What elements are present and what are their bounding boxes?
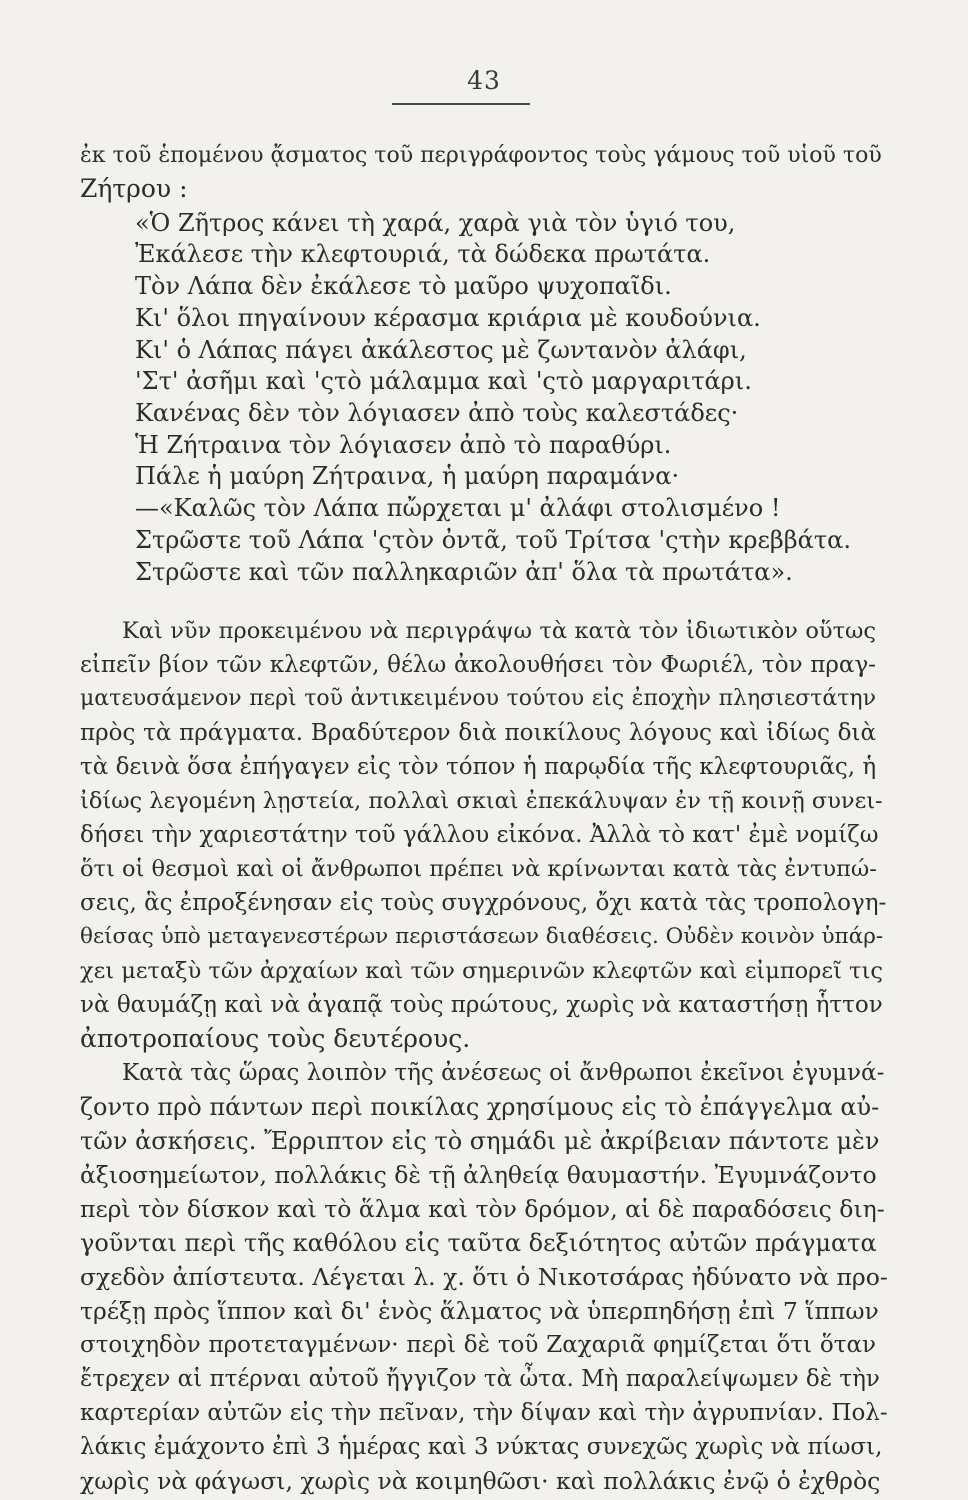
paragraph-line: σεις, ἃς ἐπροξένησαν εἰς τοὺς συγχρόνους, ὄχι κατὰ τὰς τροπολογη-	[80, 890, 887, 916]
paragraph-line: ἔτρεχεν αἱ πτέρναι αὐτοῦ ἤγγιζον τὰ ὦτα. Μὴ παραλείψωμεν δὲ τὴν	[80, 1366, 880, 1392]
verse-line: Κι' ὁ Λάπας πάγει ἀκάλεστος μὲ ζωντανὸν ἀλάφι,	[135, 336, 747, 364]
paragraph-line: πρὸς τὰ πράγματα. Βραδύτερον διὰ ποικίλους λόγους καὶ ἰδίως διὰ	[80, 720, 876, 746]
verse-line: «Ὁ Ζῆτρος κάνει τὴ χαρά, χαρὰ γιὰ τὸν ὑγιό του,	[135, 209, 736, 237]
verse-line: Πάλε ἡ μαύρη Ζήτραινα, ἡ μαύρη παραμάνα·	[135, 462, 680, 490]
paragraph-line: ἀποτροπαίους τοὺς δευτέρους.	[80, 1024, 471, 1053]
paragraph-line: τῶν ἀσκήσεις. Ἔρριπτον εἰς τὸ σημάδι μὲ ἀκρίβειαν πάντοτε μὲν	[80, 1127, 880, 1155]
paragraph-line: ματευσάμενον περὶ τοῦ ἀντικειμένου τούτου εἰς ἐποχὴν πλησιεστάτην	[80, 686, 876, 711]
paragraph-line: τὰ δεινὰ ὅσα ἐπήγαγεν εἰς τὸν τόπον ἡ παρῳδία τῆς κλεφτουριᾶς, ἡ	[80, 754, 877, 780]
paragraph-line: σχεδὸν ἀπίστευτα. Λέγεται λ. χ. ὅτι ὁ Νικοτσάρας ἠδύνατο νὰ προ-	[80, 1263, 888, 1291]
verse-line: Στρῶστε τοῦ Λάπα 'ςτὸν ὀντᾶ, τοῦ Τρίτσα 'ςτὴν κρεββάτα.	[135, 526, 852, 554]
paragraph-line: Κατὰ τὰς ὥρας λοιπὸν τῆς ἀνέσεως οἱ ἄνθρωποι ἐκεῖνοι ἐγυμνά-	[122, 1060, 885, 1086]
paragraph-line: εἰπεῖν βίον τῶν κλεφτῶν, θέλω ἀκολουθήσει τὸν Φωριέλ, τὸν πραγ-	[80, 652, 876, 678]
paragraph-line: νὰ θαυμάζῃ καὶ νὰ ἀγαπᾷ τοὺς πρώτους, χωρὶς νὰ καταστήσῃ ἧττον	[80, 992, 883, 1018]
page-number: 43	[467, 66, 501, 95]
paragraph-line: καρτερίαν αὐτῶν εἰς τὴν πεῖναν, τὴν δίψαν καὶ τὴν ἀγρυπνίαν. Πολ-	[80, 1400, 888, 1426]
paragraph-line: ὅτι οἱ θεσμοὶ καὶ οἱ ἄνθρωποι πρέπει νὰ κρίνωνται κατὰ τὰς ἐντυπώ-	[80, 856, 877, 882]
paragraph-line: χωρὶς νὰ φάγωσι, χωρὶς νὰ κοιμηθῶσι· καὶ πολλάκις ἐνῷ ὁ ἐχθρὸς	[80, 1467, 881, 1495]
verse-line: Τὸν Λάπα δὲν ἐκάλεσε τὸ μαῦρο ψυχοπαῖδι.	[135, 272, 672, 300]
verse-line: Ἐκάλεσε τὴν κλεφτουριά, τὰ δώδεκα πρωτάτα.	[135, 240, 711, 268]
paragraph-line: ἰδίως λεγομένη λῃστεία, πολλαὶ σκιαὶ ἐπεκάλυψαν ἐν τῇ κοινῇ συνει-	[80, 788, 883, 814]
paragraph-line: τρέξῃ πρὸς ἵππον καὶ δι' ἑνὸς ἅλματος νὰ ὑπερπηδήσῃ ἐπὶ 7 ἵππων	[80, 1297, 879, 1325]
paragraph-line: δήσει τὴν χαριεστάτην τοῦ γάλλου εἰκόνα. Ἀλλὰ τὸ κατ' ἐμὲ νομίζω	[80, 822, 879, 848]
paragraph-line: περὶ τὸν δίσκον καὶ τὸ ἅλμα καὶ τὸν δρόμον, αἱ δὲ παραδόσεις διη-	[80, 1195, 885, 1223]
verse-line: 'Στ' ἀσῆμι καὶ 'ςτὸ μάλαμμα καὶ 'ςτὸ μαργαριτάρι.	[135, 367, 752, 395]
intro-line: ἐκ τοῦ ἑπομένου ᾄσματος τοῦ περιγράφοντος τοὺς γάμους τοῦ υἱοῦ τοῦ	[80, 143, 882, 168]
paragraph-line: Καὶ νῦν προκειμένου νὰ περιγράψω τὰ κατὰ τὸν ἰδιωτικὸν οὕτως	[122, 618, 876, 644]
verse-line: Στρῶστε καὶ τῶν παλληκαριῶν ἀπ' ὅλα τὰ πρωτάτα».	[135, 558, 793, 586]
verse-line: Ἡ Ζήτραινα τὸν λόγιασεν ἀπὸ τὸ παραθύρι.	[135, 431, 672, 459]
verse-line: Κανένας δὲν τὸν λόγιασεν ἀπὸ τοὺς καλεστάδες·	[135, 399, 739, 427]
intro-line: Ζήτρου :	[80, 174, 188, 203]
paragraph-line: χει μεταξὺ τῶν ἀρχαίων καὶ τῶν σημερινῶν κλεφτῶν καὶ εἰμπορεῖ τις	[80, 958, 883, 984]
paragraph-line: ζοντο πρὸ πάντων περὶ ποικίλας χρησίμους εἰς τὸ ἐπάγγελμα αὐ-	[80, 1093, 880, 1121]
paragraph-line: ἀξιοσημείωτον, πολλάκις δὲ τῇ ἀληθείᾳ θαυμαστήν. Ἐγυμνάζοντο	[80, 1161, 877, 1189]
paragraph-line: θείσας ὑπὸ μεταγενεστέρων περιστάσεων διαθέσεις. Οὐδὲν κοινὸν ὑπάρ-	[80, 924, 884, 949]
verse-line: Κι' ὅλοι πηγαίνουν κέρασμα κριάρια μὲ κουδούνια.	[135, 304, 761, 332]
paragraph-line: γοῦνται περὶ τῆς καθόλου εἰς ταῦτα δεξιότητος αὐτῶν πράγματα	[80, 1229, 877, 1257]
paragraph-line: λάκις ἐμάχοντο ἐπὶ 3 ἡμέρας καὶ 3 νύκτας συνεχῶς χωρὶς νὰ πίωσι,	[80, 1434, 883, 1460]
paragraph-line: στοιχηδὸν προτεταγμένων· περὶ δὲ τοῦ Ζαχαριᾶ φημίζεται ὅτι ὅταν	[80, 1332, 876, 1358]
verse-line: —«Καλῶς τὸν Λάπα πὤρχεται μ' ἀλάφι στολισμένο !	[135, 494, 781, 522]
header-rule	[392, 103, 530, 105]
